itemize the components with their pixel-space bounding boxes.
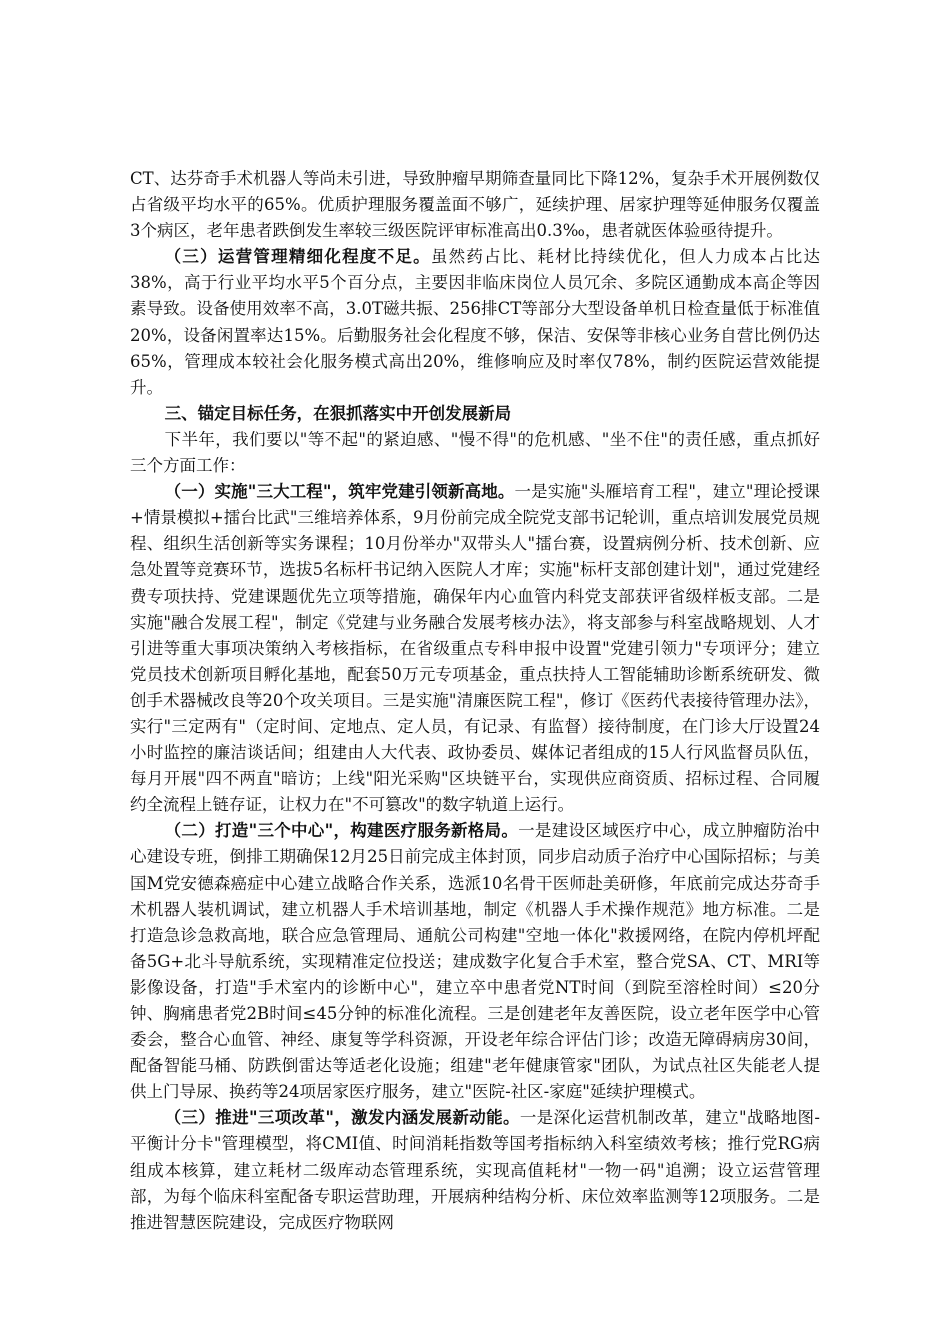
paragraph-lead: （二）打造"三个中心"，构建医疗服务新格局。 (164, 821, 519, 841)
section-heading-text: 三、锚定目标任务，在狠抓落实中开创发展新局 (164, 403, 512, 423)
paragraph-lead: （三）推进"三项改革"，激发内涵发展新动能。 (164, 1108, 520, 1128)
paragraph-three-reforms (130, 1105, 820, 1235)
paragraph-continuation (130, 166, 820, 244)
paragraph-text: 下半年，我们要以"等不起"的紧迫感、"慢不得"的危机感、"坐不住"的责任感，重点抓好三个方面工作： (130, 429, 820, 476)
document-page (130, 166, 820, 1236)
paragraph-text: CT、达芬奇手术机器人等尚未引进，导致肿瘤早期筛查量同比下降12%，复杂手术开展例数仅占省级平均水平的65%。优质护理服务覆盖面不够广，延续护理、居家护理等延伸服务仅覆盖3个病区，老年患者跌倒发生率较三级医院评审标准高出0.3‰，患者就医体验亟待提升。 (130, 169, 820, 241)
paragraph-operations-management (130, 244, 820, 401)
paragraph-text: 一是深化运营机制改革，建立"战略地图-平衡计分卡"管理模型，将CMI值、时间消耗指数等国考指标纳入科室绩效考核；推行党RG病组成本核算，建立耗材二级库动态管理系统，实现高值耗材"一物一码"追溯；设立运营管理部，为每个临床科室配备专职运营助理，开展病种结构分析、床位效率监测等12项服务。二是推进智慧医院建设，完成医疗物联网 (130, 1108, 820, 1232)
paragraph-three-projects (130, 479, 820, 818)
paragraph-three-centers (130, 818, 820, 1105)
paragraph-text: 虽然药占比、耗材比持续优化，但人力成本占比达38%，高于行业平均水平5个百分点，主要因非临床岗位人员冗余、多院区通勤成本高企等因素导致。设备使用效率不高，3.0T磁共振、256排CT等部分大型设备单机日检查量低于标准值20%，设备闲置率达15%。后勤服务社会化程度不够，保洁、安保等非核心业务自营比例仍达65%，管理成本较社会化服务模式高出20%，维修响应及时率仅78%，制约医院运营效能提升。 (130, 247, 821, 397)
section-heading (130, 401, 820, 427)
paragraph-lead: （一）实施"三大工程"，筑牢党建引领新高地。 (164, 482, 515, 502)
paragraph-text: 一是实施"头雁培育工程"，建立"理论授课+情景模拟+擂台比武"三维培养体系，9月份前完成全院党支部书记轮训，重点培训发展党员规程、组织生活创新等实务课程；10月份举办"双带头人"擂台赛，设置病例分析、技术创新、应急处置等竞赛环节，选拔5名标杆书记纳入医院人才库；实施"标杆支部创建计划"，通过党建经费专项扶持、党建课题优先立项等措施，确保年内心血管内科党支部获评省级样板支部。二是实施"融合发展工程"，制定《党建与业务融合发展考核办法》，将支部参与科室战略规划、人才引进等重大事项决策纳入考核指标，在省级重点专科申报中设置"党建引领力"专项评分；建立党员技术创新项目孵化基地，配套50万元专项基金，重点扶持人工智能辅助诊断系统研发、微创手术器械改良等20个攻关项目。三是实施"清廉医院工程"，修订《医药代表接待管理办法》，实行"三定两有"（定时间、定地点、定人员，有记录、有监督）接待制度，在门诊大厅设置24小时监控的廉洁谈话间；组建由人大代表、政协委员、媒体记者组成的15人行风监督员队伍，每月开展"四不两直"暗访；上线"阳光采购"区块链平台，实现供应商资质、招标过程、合同履约全流程上链存证，让权力在"不可篡改"的数字轨道上运行。 (130, 482, 820, 815)
paragraph-lead: （三）运营管理精细化程度不足。 (164, 247, 431, 267)
paragraph-intro (130, 427, 820, 479)
paragraph-text: 一是建设区域医疗中心，成立肿瘤防治中心建设专班，倒排工期确保12月25日前完成主体封顶，同步启动质子治疗中心国际招标；与美国M党安德森癌症中心建立战略合作关系，选派10名骨干医师赴美研修，年底前完成达芬奇手术机器人装机调试，建立机器人手术培训基地，制定《机器人手术操作规范》地方标准。二是打造急诊急救高地，联合应急管理局、通航公司构建"空地一体化"救援网络，在院内停机坪配备5G+北斗导航系统，实现精准定位投送；建成数字化复合手术室，整合党SA、CT、MRI等影像设备，打造"手术室内的诊断中心"，建立卒中患者党NT时间（到院至溶栓时间）≤20分钟、胸痛患者党2B时间≤45分钟的标准化流程。三是创建老年友善医院，设立老年医学中心管委会，整合心血管、神经、康复等学科资源，开设老年综合评估门诊；改造无障碍病房30间，配备智能马桶、防跌倒雷达等适老化设施；组建"老年健康管家"团队，为试点社区失能老人提供上门导尿、换药等24项居家医疗服务，建立"医院-社区-家庭"延续护理模式。 (130, 821, 821, 1102)
